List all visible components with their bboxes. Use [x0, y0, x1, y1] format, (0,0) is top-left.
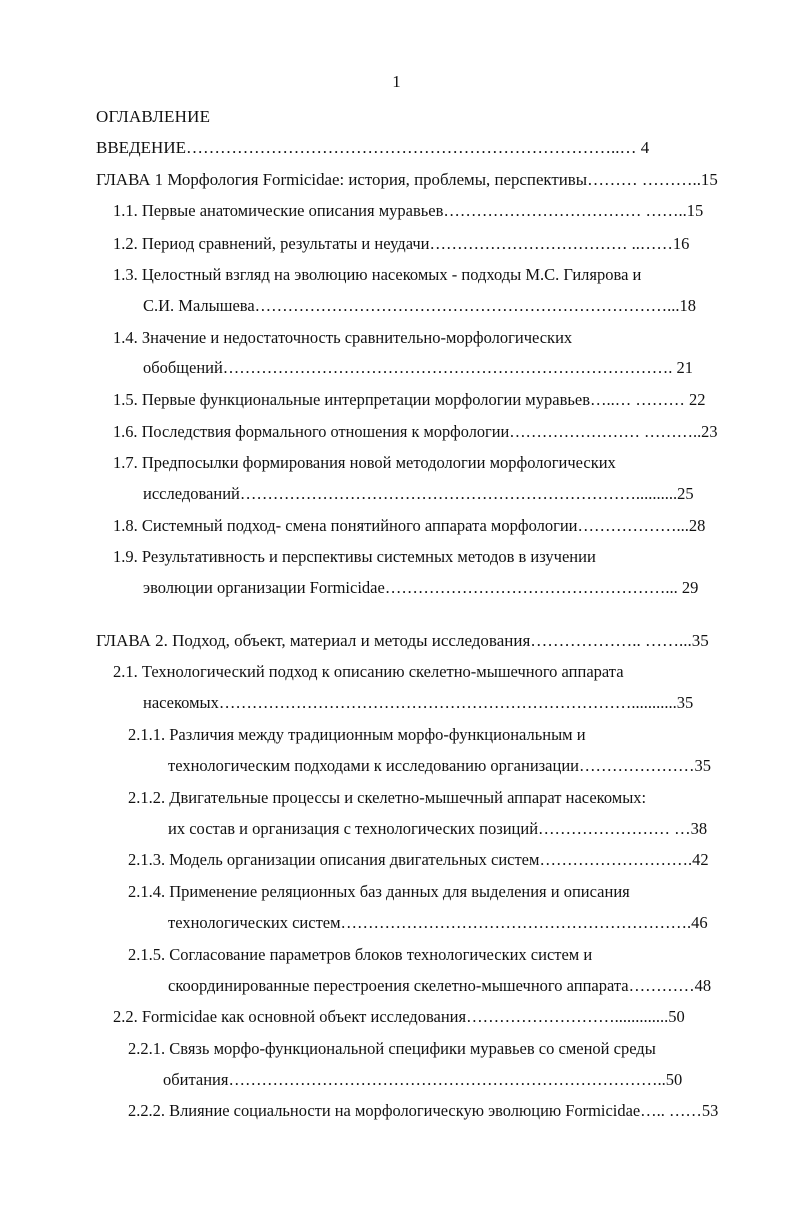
toc-entry-1-9-cont: эволюции организации Formicidae……………………………………………... 29	[143, 578, 699, 597]
toc-entry-1-7-cont: исследований………………………………………………………………..........25	[143, 484, 694, 503]
toc-entry-1-5: 1.5. Первые функциональные интерпретации морфологии муравьев…..… ……… 22	[113, 390, 706, 409]
toc-entry-1-3-cont: С.И. Малышева…………………………………………………………………...18	[143, 296, 697, 315]
toc-entry-2-2-2: 2.2.2. Влияние социальности на морфологическую эволюцию Formicidae….. ……53	[128, 1101, 719, 1120]
toc-entry-1-6: 1.6. Последствия формального отношения к морфологии…………………… ………..23	[113, 422, 718, 441]
toc-entry-2-1: 2.1. Технологический подход к описанию скелетно-мышечного аппарата	[113, 662, 624, 681]
toc-entry-2-1-cont: насекомых…………………………………………………………………...........35	[143, 693, 694, 712]
toc-entry-2-2-1-cont: обитания……………………………………………………………………..50	[163, 1070, 683, 1089]
toc-entry-2-1-5-cont: скоординированные перестроения скелетно-мышечного аппарата…………48	[168, 976, 712, 995]
page-number: 1	[392, 72, 401, 91]
toc-entry-1-7: 1.7. Предпосылки формирования новой методологии морфологических	[113, 453, 616, 472]
toc-entry-2-1-1-cont: технологическим подходами к исследованию организации…………………35	[168, 756, 711, 775]
toc-entry-chapter-1: ГЛАВА 1 Морфология Formicidae: история, проблемы, перспективы……… ………..15	[96, 170, 718, 189]
toc-title: ОГЛАВЛЕНИЕ	[96, 107, 211, 126]
toc-entry-chapter-2: ГЛАВА 2. Подход, объект, материал и методы исследования……………….. ……...35	[96, 631, 709, 650]
toc-entry-introduction: ВВЕДЕНИЕ…………………………………………………………………..… 4	[96, 138, 650, 157]
toc-entry-2-1-4-cont: технологических систем……………………………………………………….46	[168, 913, 708, 932]
toc-entry-2-2: 2.2. Formicidae как основной объект исследования……………………….............50	[113, 1007, 685, 1026]
toc-entry-1-4: 1.4. Значение и недостаточность сравнительно-морфологических	[113, 328, 573, 347]
toc-entry-2-1-2-cont: их состав и организация с технологических позиций…………………… …38	[168, 819, 708, 838]
toc-entry-2-1-4: 2.1.4. Применение реляционных баз данных для выделения и описания	[128, 882, 630, 901]
toc-entry-1-9: 1.9. Результативность и перспективы системных методов в изучении	[113, 547, 596, 566]
toc-entry-2-1-5: 2.1.5. Согласование параметров блоков технологических систем и	[128, 945, 593, 964]
toc-entry-1-2: 1.2. Период сравнений, результаты и неудачи……………………………… ..……16	[113, 234, 690, 253]
toc-entry-2-1-1: 2.1.1. Различия между традиционным морфо-функциональным и	[128, 725, 586, 744]
toc-entry-2-2-1: 2.2.1. Связь морфо-функциональной специфики муравьев со сменой среды	[128, 1039, 656, 1058]
toc-entry-1-3: 1.3. Целостный взгляд на эволюцию насекомых - подходы М.С. Гилярова и	[113, 265, 642, 284]
toc-entry-1-4-cont: обобщений………………………………………………………………………. 21	[143, 358, 694, 377]
toc-entry-2-1-2: 2.1.2. Двигательные процессы и скелетно-мышечный аппарат насекомых:	[128, 788, 647, 807]
toc-entry-1-8: 1.8. Системный подход- смена понятийного аппарата морфологии………………...28	[113, 516, 706, 535]
toc-entry-1-1: 1.1. Первые анатомические описания муравьев……………………………… ……..15	[113, 201, 704, 220]
toc-entry-2-1-3: 2.1.3. Модель организации описания двигательных систем……………………….42	[128, 850, 709, 869]
